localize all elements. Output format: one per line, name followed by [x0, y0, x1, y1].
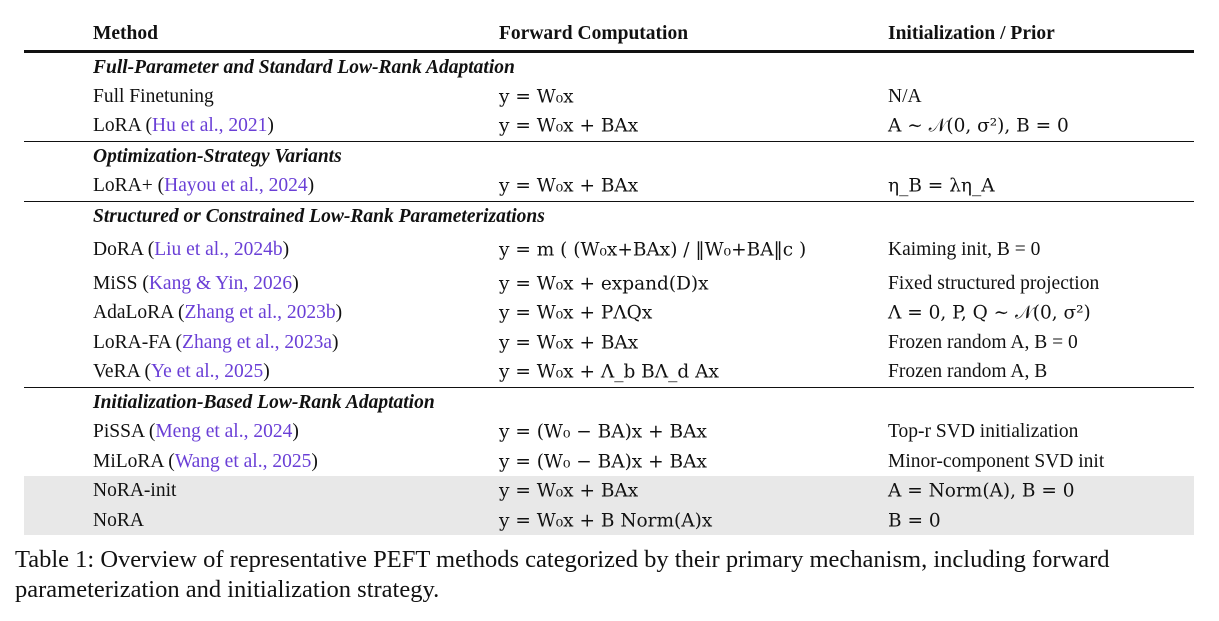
method-cell: PiSSA (Meng et al., 2024) — [93, 421, 299, 443]
table-row — [24, 299, 1194, 329]
init-cell: N/A — [888, 85, 922, 107]
section-title-row — [24, 142, 1194, 171]
citation-link[interactable]: Wang et al., 2025 — [174, 450, 312, 472]
table-caption: Table 1: Overview of representative PEFT methods categorized by their primary mechanism, including forward parameterization and initialization strategy. — [15, 546, 1110, 603]
table-row — [24, 506, 1194, 536]
method-cell: LoRA+ (Hayou et al., 2024) — [93, 175, 315, 197]
table-row — [24, 476, 1194, 506]
method-cell: NoRA-init — [93, 480, 177, 502]
forward-cell: y = W₀x + expand(D)x — [499, 273, 709, 295]
method-cell: LoRA-FA (Zhang et al., 2023a) — [93, 331, 339, 353]
section-title-row — [24, 53, 1194, 82]
method-cell: DoRA (Liu et al., 2024b) — [93, 239, 290, 261]
table-row — [24, 269, 1194, 299]
header-forward: Forward Computation — [499, 23, 689, 44]
init-cell: Fixed structured projection — [888, 272, 1100, 294]
init-cell: Frozen random A, B = 0 — [888, 331, 1078, 353]
header-method: Method — [93, 23, 158, 44]
init-cell: η_B = λη_A — [888, 175, 995, 197]
table-row — [24, 447, 1194, 477]
citation-link[interactable]: Ye et al., 2025 — [150, 361, 264, 383]
citation-link[interactable]: Kang & Yin, 2026 — [148, 272, 293, 294]
citation-link[interactable]: Hayou et al., 2024 — [164, 175, 308, 197]
init-cell: Kaiming init, B = 0 — [888, 239, 1041, 261]
citation-link[interactable]: Meng et al., 2024 — [155, 421, 293, 443]
section-title: Optimization-Strategy Variants — [93, 145, 342, 167]
table-row — [24, 417, 1194, 447]
init-cell: Top-r SVD initialization — [888, 421, 1079, 443]
forward-cell: y = W₀x + B Norm(A)x — [499, 510, 713, 532]
table-row — [24, 171, 1194, 201]
table-row — [24, 358, 1194, 388]
forward-cell: y = (W₀ − BA)x + BAx — [499, 421, 707, 443]
forward-cell: y = m ( (W₀x+BAx) / ‖W₀+BA‖c ) — [499, 239, 807, 261]
table-row — [24, 112, 1194, 142]
section-title-row — [24, 388, 1194, 417]
init-cell: Minor-component SVD init — [888, 450, 1105, 472]
table-row — [24, 231, 1194, 269]
method-cell: NoRA — [93, 509, 144, 531]
citation-link[interactable]: Zhang et al., 2023b — [184, 302, 336, 324]
forward-cell: y = W₀x + BAx — [499, 480, 639, 502]
citation-link[interactable]: Hu et al., 2021 — [152, 115, 268, 137]
forward-cell: y = W₀x + PΛQx — [499, 302, 653, 324]
init-cell: Frozen random A, B — [888, 361, 1048, 383]
section-title: Structured or Constrained Low-Rank Parameterizations — [93, 205, 545, 227]
init-cell: Λ = 0, P, Q ∼ 𝒩(0, σ²) — [888, 302, 1091, 324]
init-cell: B = 0 — [888, 510, 941, 532]
table-header-row — [24, 18, 1194, 50]
method-cell: MiLoRA (Wang et al., 2025) — [93, 450, 318, 472]
table-row — [24, 328, 1194, 358]
section-title-row — [24, 202, 1194, 231]
forward-cell: y = W₀x + BAx — [499, 115, 639, 137]
section-title: Initialization-Based Low-Rank Adaptation — [93, 391, 435, 413]
method-cell: MiSS (Kang & Yin, 2026) — [93, 272, 299, 294]
method-cell: VeRA (Ye et al., 2025) — [93, 361, 270, 383]
forward-cell: y = W₀x + Λ_b BΛ_d Ax — [499, 361, 719, 383]
method-cell: Full Finetuning — [93, 85, 214, 107]
forward-cell: y = W₀x — [499, 86, 574, 108]
init-cell: A ∼ 𝒩(0, σ²), B = 0 — [888, 115, 1069, 137]
peft-table — [24, 18, 1194, 535]
citation-link[interactable]: Zhang et al., 2023a — [182, 331, 333, 353]
table-body — [24, 53, 1194, 535]
header-init: Initialization / Prior — [888, 23, 1055, 44]
method-cell: LoRA (Hu et al., 2021) — [93, 115, 274, 137]
citation-link[interactable]: Liu et al., 2024b — [154, 239, 283, 261]
forward-cell: y = W₀x + BAx — [499, 332, 639, 354]
init-cell: A = Norm(A), B = 0 — [888, 480, 1075, 502]
method-cell: AdaLoRA (Zhang et al., 2023b) — [93, 302, 343, 324]
forward-cell: y = (W₀ − BA)x + BAx — [499, 451, 707, 473]
table-row — [24, 82, 1194, 112]
section-title: Full-Parameter and Standard Low-Rank Adaptation — [93, 56, 515, 78]
forward-cell: y = W₀x + BAx — [499, 175, 639, 197]
